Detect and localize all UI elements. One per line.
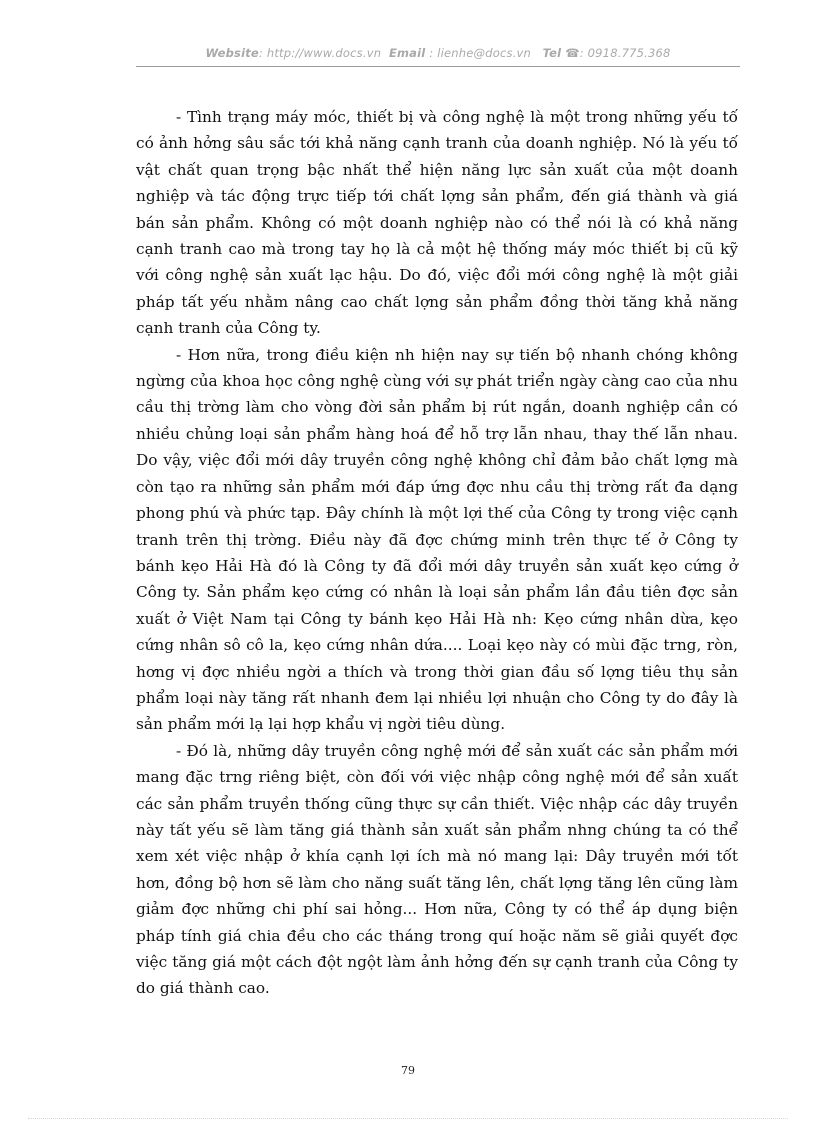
tel-value: : 0918.775.368: [579, 46, 671, 60]
paragraph-3: - Đó là, những dây truyền công nghệ mới để sản xuất các sản phẩm mới mang đặc trng riêng biệt, còn đối với việc nhập công nghệ mới để sản xuất các sản phẩm truyền thống cũng thực sự cần thiết. Việc nhập các dây truyền này tất yếu sẽ làm tăng giá thành sản xuất sản phẩm nhng chúng ta có thể xem xét việc nhập ở khía cạnh lợi ích mà nó mang lại: Dây truyền mới tốt hơn, đồng bộ hơn sẽ làm cho năng suất tăng lên, chất lợng tăng lên cũng làm giảm đợc những chi phí sai hỏng... Hơn nữa, Công ty có thể áp dụng biện pháp tính giá chia đều cho các tháng trong quí hoặc năm sẽ giải quyết đợc việc tăng giá một cách đột ngột làm ảnh hởng đến sự cạnh tranh của Công ty do giá thành cao.: [136, 741, 738, 998]
website-value: : http://www.docs.vn: [258, 46, 382, 60]
page-header: [136, 46, 740, 60]
email-label: Email: [388, 46, 426, 60]
footer-divider: [28, 1118, 788, 1119]
phone-icon: ☎: [565, 46, 580, 60]
page-number: 79: [401, 1064, 415, 1077]
tel-label: Tel: [542, 46, 562, 60]
body-text: [136, 104, 738, 1002]
paragraph-1: - Tình trạng máy móc, thiết bị và công nghệ là một trong những yếu tố có ảnh hởng sâu sắc tới khả năng cạnh tranh của doanh nghiệp. Nó là yếu tố vật chất quan trọng bậc nhất thể hiện năng lực sản xuất của một doanh nghiệp và tác động trực tiếp tới chất lợng sản phẩm, đến giá thành và giá bán sản phẩm. Không có một doanh nghiệp nào có thể nói là có khả năng cạnh tranh cao mà trong tay họ là cả một hệ thống máy móc thiết bị cũ kỹ với công nghệ sản xuất lạc hậu. Do đó, việc đổi mới công nghệ là một giải pháp tất yếu nhằm nâng cao chất lợng sản phẩm đồng thời tăng khả năng cạnh tranh của Công ty.: [136, 108, 738, 338]
header-divider: [136, 66, 740, 67]
email-value: : lienhe@docs.vn: [429, 46, 532, 60]
paragraph-2: - Hơn nữa, trong điều kiện nh hiện nay sự tiến bộ nhanh chóng không ngừng của khoa học công nghệ cùng với sự phát triển ngày càng cao của nhu cầu thị trờng làm cho vòng đời sản phẩm bị rút ngắn, doanh nghiệp cần có nhiều chủng loại sản phẩm hàng hoá để hỗ trợ lẫn nhau, thay thế lẫn nhau. Do vậy, việc đổi mới dây truyền công nghệ không chỉ đảm bảo chất lợng mà còn tạo ra những sản phẩm mới đáp ứng đợc nhu cầu thị trờng rất đa dạng phong phú và phức tạp. Đây chính là một lợi thế của Công ty trong việc cạnh tranh trên thị trờng. Điều này đã đợc chứng minh trên thực tế ở Công ty bánh kẹo Hải Hà đó là Công ty đã đổi mới dây truyền sản xuất kẹo cứng ở Công ty. Sản phẩm kẹo cứng có nhân là loại sản phẩm lần đầu tiên đợc sản xuất ở Việt Nam tại Công ty bánh kẹo Hải Hà nh: Kẹo cứng nhân dừa, kẹo cứng nhân sô cô la, kẹo cứng nhân dứa.... Loại kẹo này có mùi đặc trng, ròn, hơng vị đợc nhiều ngời a thích và trong thời gian đầu số lợng tiêu thụ sản phẩm loại này tăng rất nhanh đem lại nhiều lợi nhuận cho Công ty do đây là sản phẩm mới lạ lại hợp khẩu vị ngời tiêu dùng.: [136, 345, 738, 734]
website-label: Website: [205, 46, 259, 60]
